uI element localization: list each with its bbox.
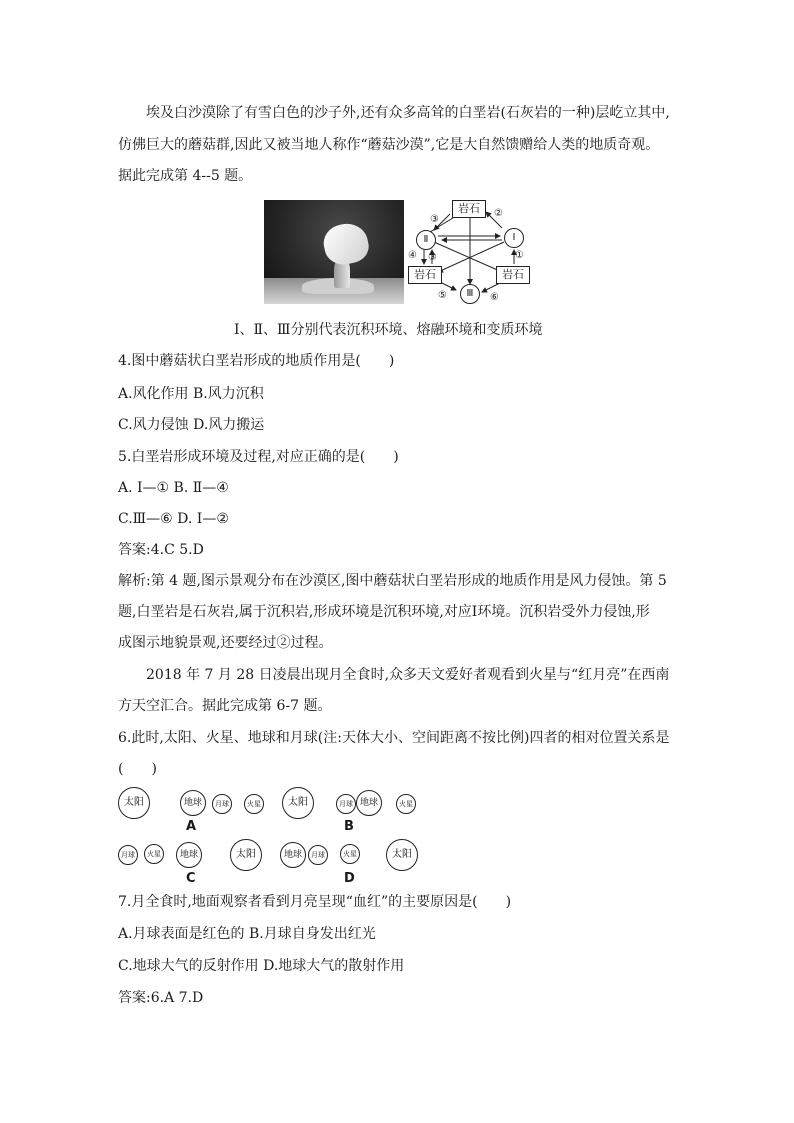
c-mars: 火星 bbox=[144, 844, 164, 864]
q7-options-row-1: A.月球表面是红色的 B.月球自身发出红光 bbox=[118, 926, 376, 942]
b-mars: 火星 bbox=[396, 794, 416, 814]
analysis-line-3: 成图示地貌景观,还要经过②过程。 bbox=[118, 635, 333, 651]
c-moon: 月球 bbox=[118, 845, 138, 865]
rock-box-top: 岩石 bbox=[452, 200, 486, 218]
d-mars: 火星 bbox=[340, 844, 360, 864]
diagram-caption: Ⅰ、Ⅱ、Ⅲ分别代表沉积环境、熔融环境和变质环境 bbox=[234, 322, 543, 338]
rock-box-left: 岩石 bbox=[408, 266, 442, 284]
b-sun: 太阳 bbox=[282, 787, 314, 819]
env-I-circle: Ⅰ bbox=[504, 228, 524, 248]
a-sun: 太阳 bbox=[118, 787, 150, 819]
b-moon: 月球 bbox=[336, 794, 356, 814]
rock-box-right: 岩石 bbox=[496, 266, 530, 284]
q7-options-row-2: C.地球大气的反射作用 D.地球大气的散射作用 bbox=[118, 958, 405, 974]
arrow-label-1: ① bbox=[515, 250, 524, 261]
q4-options-row-1: A.风化作用 B.风力沉积 bbox=[118, 386, 264, 402]
arrow-label-3a: ③ bbox=[430, 214, 439, 225]
arrow-label-5: ⑤ bbox=[438, 290, 447, 301]
a-mars: 火星 bbox=[244, 794, 264, 814]
c-earth: 地球 bbox=[176, 842, 202, 868]
a-earth: 地球 bbox=[180, 790, 206, 816]
arrow-label-6: ⑥ bbox=[490, 292, 499, 303]
q5-stem: 5.白垩岩形成环境及过程,对应正确的是( ) bbox=[118, 449, 399, 465]
d-moon: 月球 bbox=[308, 845, 328, 865]
photo-rock-cap bbox=[320, 220, 371, 268]
d-sun: 太阳 bbox=[386, 839, 418, 871]
passage-1-line-1: 埃及白沙漠除了有雪白色的沙子外,还有众多高耸的白垩岩(石灰岩的一种)层屹立其中, bbox=[146, 105, 670, 121]
passage-2-line-2: 方天空汇合。据此完成第 6-7 题。 bbox=[118, 698, 332, 714]
q4-stem: 4.图中蘑菇状白垩岩形成的地质作用是( ) bbox=[118, 353, 395, 369]
option-c-label: C bbox=[186, 871, 196, 886]
arrow-label-2: ② bbox=[494, 208, 503, 219]
mushroom-rock-photo bbox=[264, 200, 404, 304]
passage-1-line-2: 仿佛巨大的蘑菇群,因此又被当地人称作“蘑菇沙漠”,它是大自然馈赠给人类的地质奇观。 bbox=[118, 137, 660, 153]
arrow-label-3b: ③ bbox=[428, 252, 437, 263]
b-earth: 地球 bbox=[356, 790, 382, 816]
env-II-circle: Ⅱ bbox=[416, 230, 436, 250]
option-b-label: B bbox=[344, 819, 354, 834]
q5-options-row-2: C.Ⅲ—⑥ D. Ⅰ—② bbox=[118, 511, 229, 527]
q6-stem: 6.此时,太阳、火星、地球和月球(注:天体大小、空间距离不按比例)四者的相对位置关系是 bbox=[118, 730, 670, 746]
answer-6-7: 答案:6.A 7.D bbox=[118, 990, 204, 1006]
q5-options-row-1: A. Ⅰ—① B. Ⅱ—④ bbox=[118, 480, 229, 496]
q7-stem: 7.月全食时,地面观察者看到月亮呈现“血红”的主要原因是( ) bbox=[118, 894, 512, 910]
option-d-label: D bbox=[344, 871, 355, 886]
q4-options-row-2: C.风力侵蚀 D.风力搬运 bbox=[118, 417, 265, 433]
passage-1-line-3: 据此完成第 4--5 题。 bbox=[118, 168, 253, 184]
rock-cycle-diagram bbox=[404, 198, 538, 306]
d-earth: 地球 bbox=[280, 842, 306, 868]
env-III-circle: Ⅲ bbox=[460, 284, 480, 304]
analysis-line-2: 题,白垩岩是石灰岩,属于沉积岩,形成环境是沉积环境,对应Ⅰ环境。沉积岩受外力侵蚀,形 bbox=[118, 604, 650, 620]
c-sun: 太阳 bbox=[230, 839, 262, 871]
a-moon: 月球 bbox=[212, 794, 232, 814]
q6-paren: ( ) bbox=[118, 761, 157, 777]
answer-4-5: 答案:4.C 5.D bbox=[118, 542, 204, 558]
analysis-line-1: 解析:第 4 题,图示景观分布在沙漠区,图中蘑菇状白垩岩形成的地质作用是风力侵蚀。第 5 bbox=[118, 573, 667, 589]
option-a-label: A bbox=[186, 819, 197, 834]
passage-2-line-1: 2018 年 7 月 28 日凌晨出现月全食时,众多天文爱好者观看到火星与“红月亮”在西南 bbox=[146, 667, 670, 683]
arrow-label-4: ④ bbox=[408, 250, 417, 261]
